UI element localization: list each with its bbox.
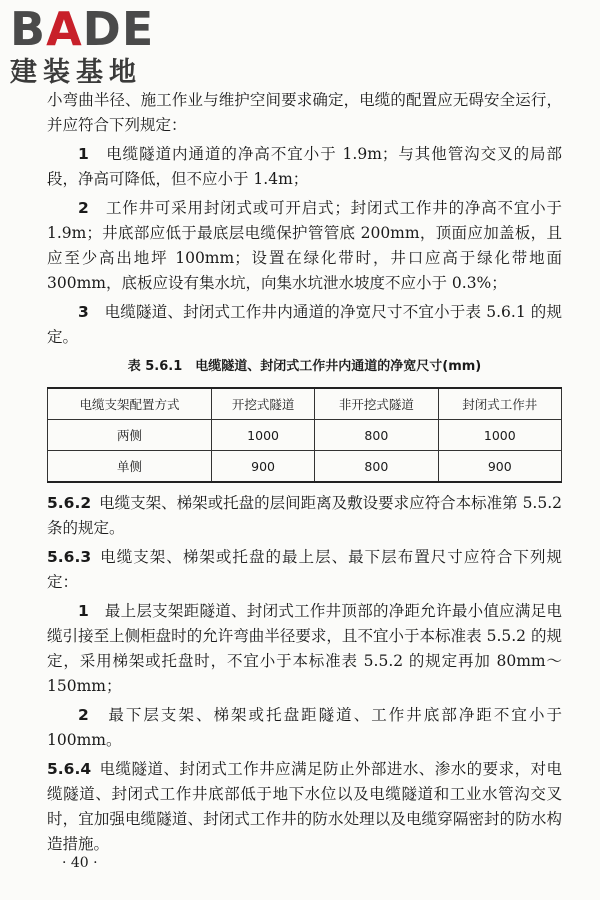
header-cell: 电缆支架配置方式 (48, 388, 212, 420)
section-5-6-3-item-2: 2 最下层支架、梯架或托盘距隧道、工作井底部净距不宜小于 100mm。 (47, 706, 562, 749)
item-2: 2 工作井可采用封闭式或可开启式；封闭式工作井的净高不宜小于 1.9m；井底部应低于最底层电缆保护管管底 200mm，顶面应加盖板，且应至少高出地坪 100mm；设置在绿化带时，井口应高于绿化带地面 300mm，底板应设有集水坑，向集水坑泄水坡度不应小于 0.3%； (47, 199, 562, 292)
header-cell: 非开挖式隧道 (315, 388, 438, 420)
table-cell: 800 (315, 420, 438, 451)
header-cell: 封闭式工作井 (438, 388, 561, 420)
table-row (48, 420, 562, 451)
table-title: 表 5.6.1 电缆隧道、封闭式工作井内通道的净宽尺寸(mm) (127, 359, 482, 374)
logo-wordmark: BADE (10, 2, 155, 56)
table-cell: 900 (438, 451, 561, 483)
section-5-6-3-item-1: 1 最上层支架距隧道、封闭式工作井顶部的净距允许最小值应满足电缆引接至上侧柜盘时的允许弯曲半径要求，且不宜小于本标准表 5.5.2 的规定，采用梯架或托盘时，不宜小于本标准表 5.5.2 的规定再加 80mm～150mm； (47, 602, 562, 695)
table-cell: 1000 (212, 420, 315, 451)
header-cell: 开挖式隧道 (212, 388, 315, 420)
table-row (48, 451, 562, 483)
table-header-row (48, 388, 562, 420)
clearance-table (47, 387, 562, 483)
logo-subtitle: 建装基地 (10, 57, 142, 88)
section-5-6-2: 5.6.2 电缆支架、梯架或托盘的层间距离及敷设要求应符合本标准第 5.5.2 条的规定。 (47, 494, 563, 537)
section-5-6-3: 5.6.3 电缆支架、梯架或托盘的最上层、最下层布置尺寸应符合下列规定： (47, 548, 562, 591)
table-cell: 1000 (438, 420, 561, 451)
table-cell: 900 (212, 451, 315, 483)
bade-logo (10, 2, 180, 88)
page-number: · 40 · (62, 855, 98, 871)
item-1: 1 电缆隧道内通道的净高不宜小于 1.9m；与其他管沟交叉的局部段，净高可降低，但不应小于 1.4m； (47, 145, 562, 188)
table-cell: 单侧 (48, 451, 212, 483)
document-body (47, 88, 562, 861)
intro-paragraph: 小弯曲半径、施工作业与维护空间要求确定，电缆的配置应无碍安全运行，并应符合下列规定： (47, 91, 562, 134)
table-cell: 800 (315, 451, 438, 483)
item-3: 3 电缆隧道、封闭式工作井内通道的净宽尺寸不宜小于表 5.6.1 的规定。 (47, 303, 562, 346)
section-5-6-4: 5.6.4 电缆隧道、封闭式工作井应满足防止外部进水、渗水的要求，对电缆隧道、封闭式工作井底部低于地下水位以及电缆隧道和工业水管沟交叉时，宜加强电缆隧道、封闭式工作井的防水处理以及电缆穿隔密封的防水构造措施。 (47, 760, 562, 853)
table-cell: 两侧 (48, 420, 212, 451)
